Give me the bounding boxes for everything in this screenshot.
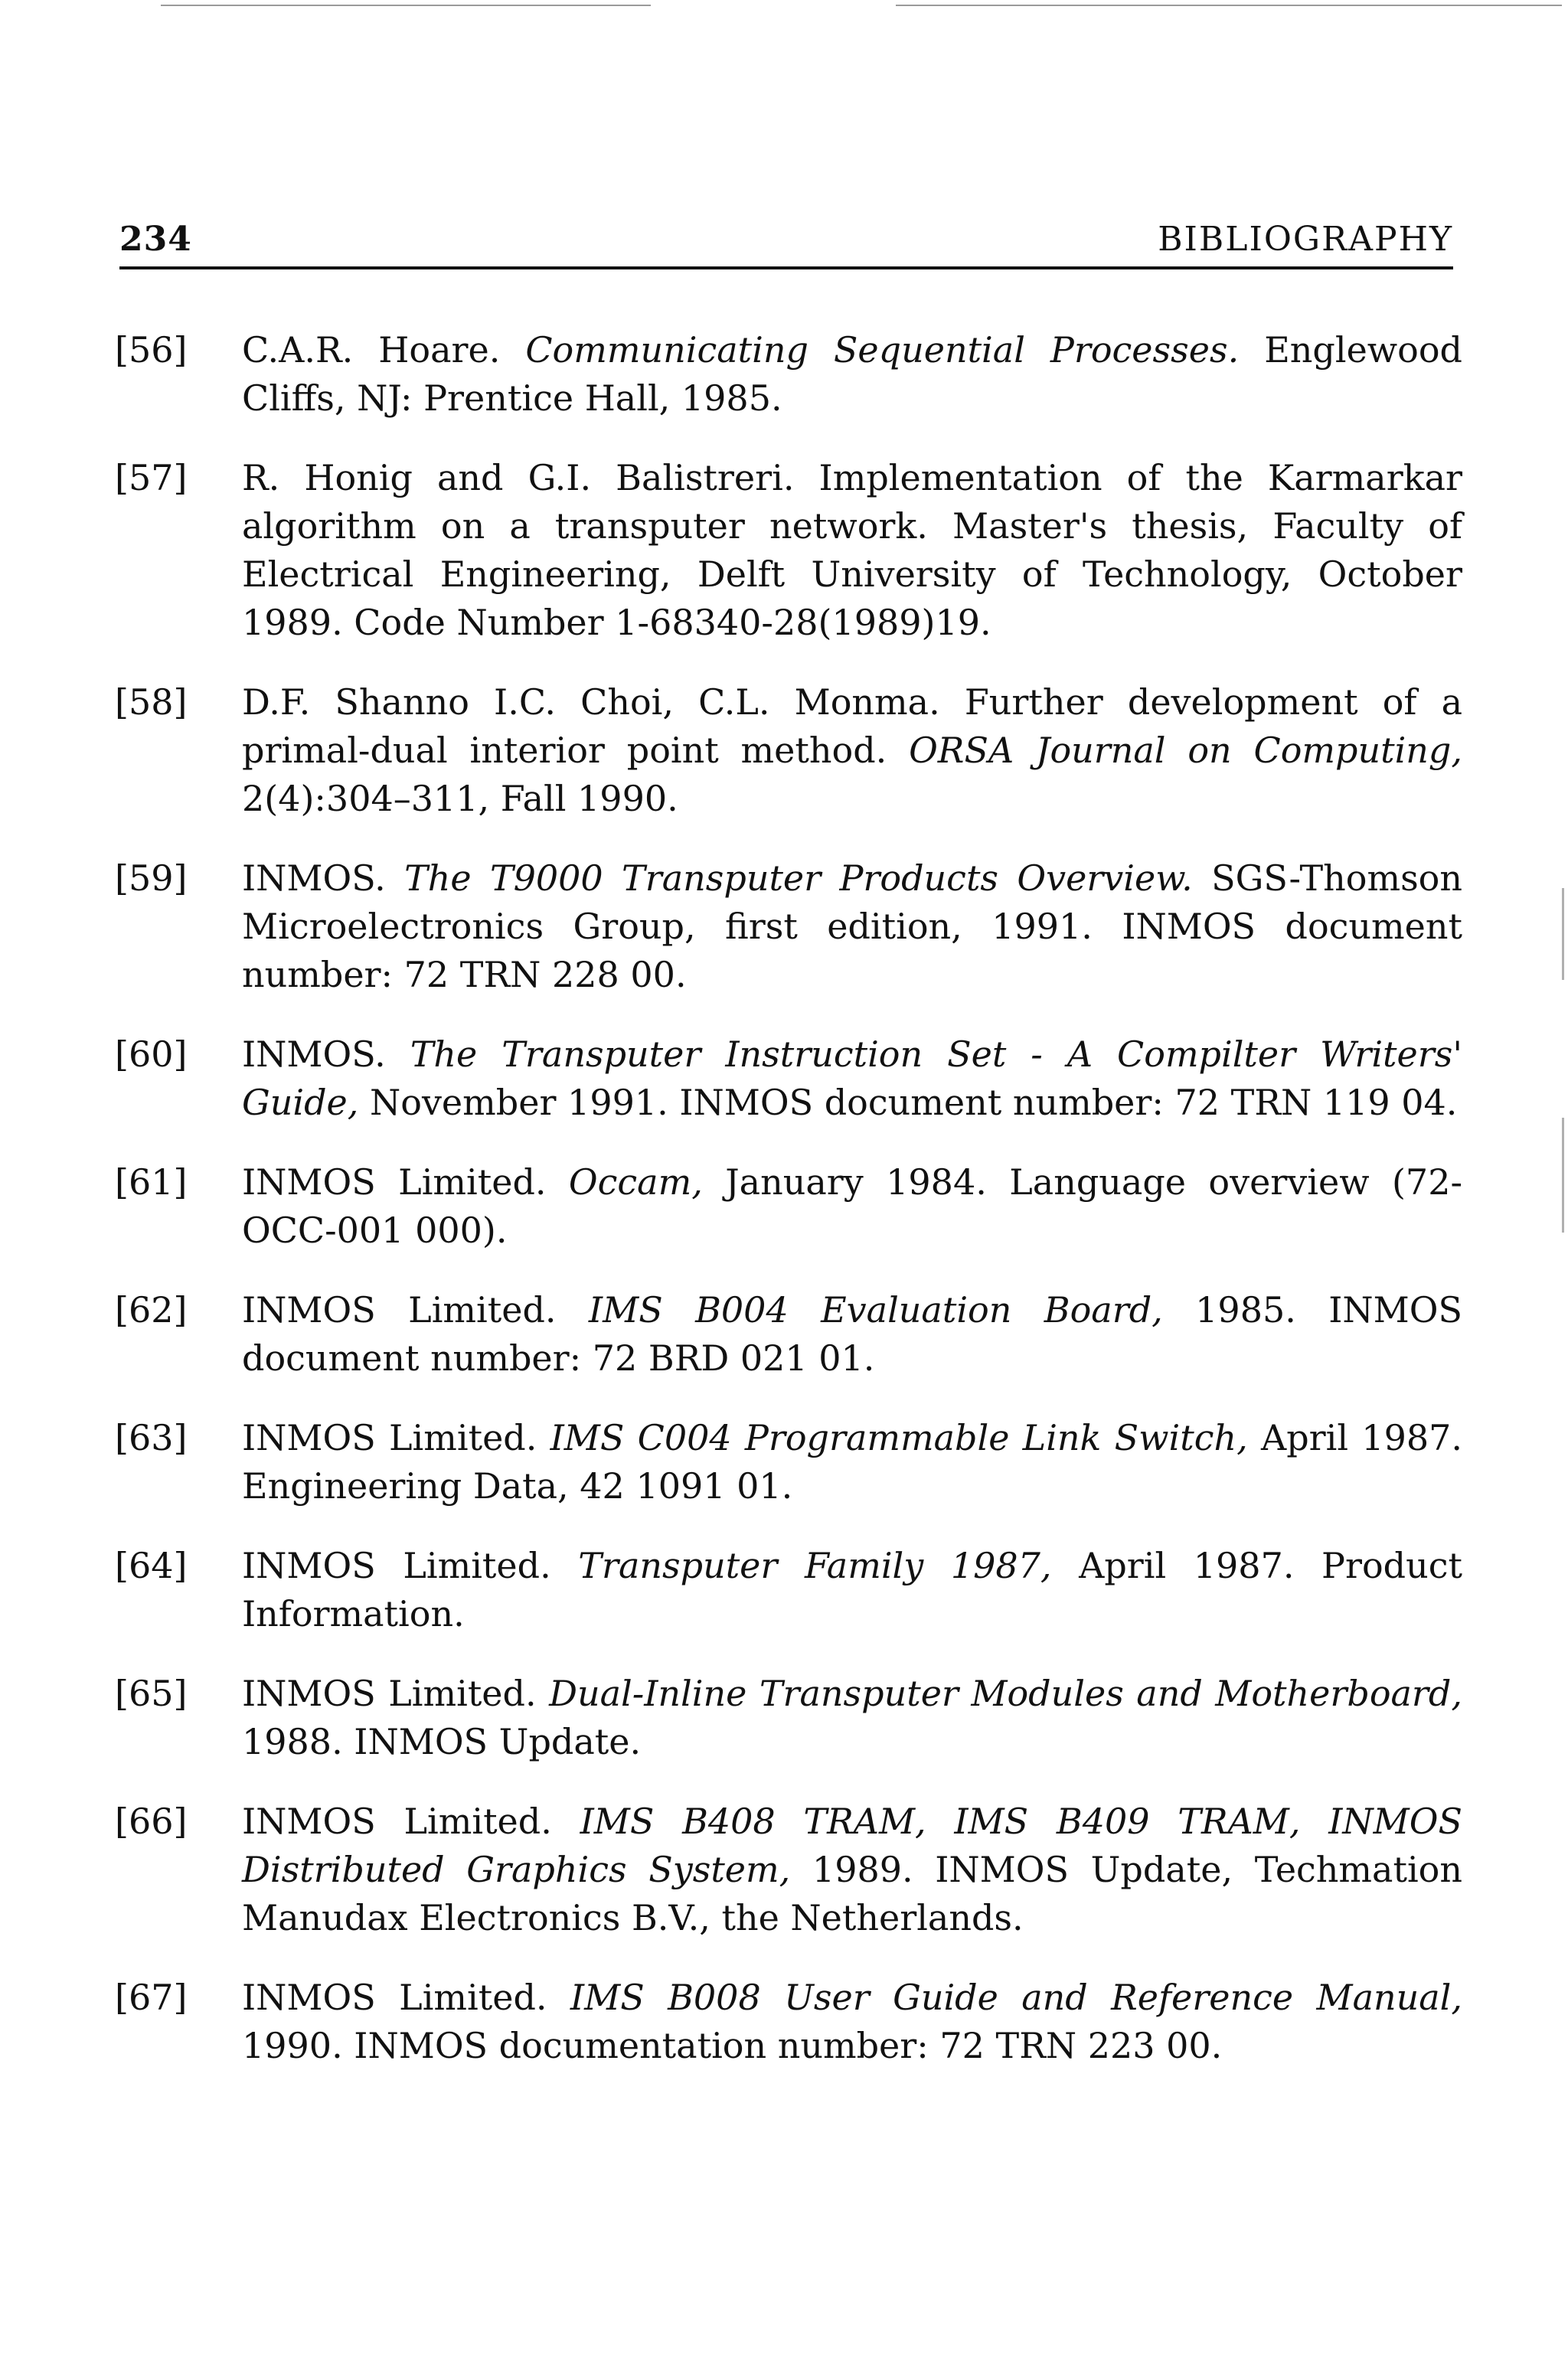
bib-entry-text: January 1984. Language overview (72-OCC-001 000). <box>242 1161 1463 1251</box>
bib-entry-text: April 1987. Engineering Data, 42 1091 01. <box>242 1417 1462 1507</box>
bib-entry <box>115 1030 1462 1127</box>
bib-entry-text: INMOS Limited. <box>242 1545 579 1586</box>
bib-entry-text: INMOS Limited. <box>242 1801 580 1842</box>
bib-entry-title: Transputer Family 1987, <box>578 1545 1052 1586</box>
bib-entry-number: [64] <box>115 1545 188 1586</box>
bib-entry-text: 2(4):304–311, Fall 1990. <box>242 778 678 819</box>
bib-entry <box>115 326 1462 423</box>
scan-edge-line <box>161 5 651 6</box>
bib-entry-text: SGS-Thomson Microelectronics Group, first edition, 1991. INMOS document number: 72 TRN 228 00. <box>242 857 1462 995</box>
bib-entry <box>115 1542 1462 1638</box>
bib-entry-text: INMOS Limited. <box>242 1161 569 1203</box>
scan-edge-mark <box>1562 888 1564 980</box>
bib-entry-text: 1985. INMOS document number: 72 BRD 021 01. <box>242 1289 1462 1379</box>
bib-entry-number: [59] <box>115 857 188 899</box>
bib-entry-text: November 1991. INMOS document number: 72 TRN 119 04. <box>358 1082 1458 1123</box>
bib-entry-title: The T9000 Transputer Products Overview. <box>404 857 1193 899</box>
bib-entry <box>115 1670 1462 1766</box>
bib-entry-text: R. Honig and G.I. Balistreri. Implementation of the Karmarkar algorithm on a transputer network. Master's thesis, Faculty of Electrical Engineering, Delft University of Technology, October 1989. Code Number 1-68340-28(1989)19. <box>242 457 1462 643</box>
bib-entry-text: 1988. INMOS Update. <box>242 1721 642 1762</box>
bib-entry <box>115 854 1462 999</box>
bib-entry <box>115 1414 1462 1510</box>
bib-entry-number: [65] <box>115 1673 188 1714</box>
scan-edge-mark <box>1562 1118 1564 1233</box>
bib-entry-title: Occam, <box>568 1161 703 1203</box>
running-head: BIBLIOGRAPHY <box>1158 220 1453 259</box>
bib-entry-text: INMOS. <box>242 1034 410 1075</box>
bib-entry-title: Dual-Inline Transputer Modules and Motherboard, <box>549 1673 1462 1714</box>
bib-entry-text: April 1987. Product Information. <box>242 1545 1463 1634</box>
bib-entry <box>115 1974 1462 2070</box>
bib-entry-number: [62] <box>115 1289 188 1331</box>
bib-entry-number: [60] <box>115 1034 188 1075</box>
bib-entry <box>115 678 1462 823</box>
page-number: 234 <box>119 220 192 259</box>
bib-entry-text: INMOS Limited. <box>242 1417 550 1458</box>
bib-entry <box>115 1798 1462 1942</box>
bib-entry-text: INMOS Limited. <box>242 1673 550 1714</box>
bib-entry-text: INMOS Limited. <box>242 1289 589 1331</box>
bib-entry-title: IMS B408 TRAM, IMS B409 TRAM, INMOS Distributed Graphics System, <box>242 1801 1462 1890</box>
bib-entry-number: [61] <box>115 1161 188 1203</box>
scan-edge-line <box>896 5 1562 6</box>
bib-entry-text: 1989. INMOS Update, Techmation Manudax Electronics B.V., the Netherlands. <box>242 1849 1462 1938</box>
bib-entry <box>115 1286 1462 1383</box>
bib-entry-text: C.A.R. Hoare. <box>242 329 526 371</box>
bibliography-list <box>115 326 1462 2101</box>
bib-entry-text: 1990. INMOS documentation number: 72 TRN 223 00. <box>242 2025 1223 2066</box>
bib-entry-number: [56] <box>115 329 188 371</box>
bib-entry-number: [66] <box>115 1801 188 1842</box>
bib-entry-number: [63] <box>115 1417 188 1458</box>
bib-entry-number: [58] <box>115 681 188 723</box>
bib-entry-title: IMS B004 Evaluation Board, <box>588 1289 1163 1331</box>
page-header <box>119 213 1453 269</box>
bib-entry-title: IMS C004 Programmable Link Switch, <box>550 1417 1248 1458</box>
bib-entry-title: ORSA Journal on Computing, <box>909 730 1462 771</box>
bib-entry-number: [67] <box>115 1977 188 2018</box>
bib-entry-title: The Transputer Instruction Set - A Compilter Writers' Guide, <box>242 1034 1462 1123</box>
bib-entry-text: INMOS Limited. <box>242 1977 570 2018</box>
bib-entry-text: INMOS. <box>242 857 405 899</box>
bib-entry-text: Englewood Cliffs, NJ: Prentice Hall, 1985. <box>242 329 1463 419</box>
bib-entry-title: IMS B008 User Guide and Reference Manual, <box>570 1977 1463 2018</box>
bib-entry-text: D.F. Shanno I.C. Choi, C.L. Monma. Further development of a primal-dual interior point method. <box>242 681 1462 771</box>
bib-entry <box>115 454 1462 647</box>
bib-entry-title: Communicating Sequential Processes. <box>525 329 1240 371</box>
bib-entry <box>115 1158 1462 1255</box>
bib-entry-number: [57] <box>115 457 188 498</box>
